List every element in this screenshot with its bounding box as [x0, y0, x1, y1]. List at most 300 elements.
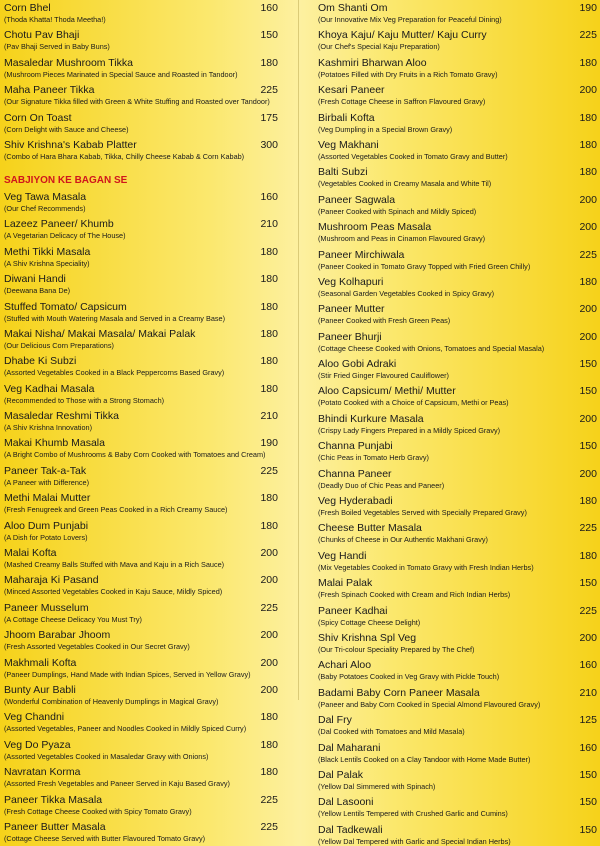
menu-item-name: Mushroom Peas Masala	[318, 221, 432, 234]
menu-item-description: (Chic Peas in Tomato Herb Gravy)	[318, 453, 429, 463]
menu-item-row	[4, 574, 278, 587]
menu-item-row	[4, 410, 278, 423]
menu-item-row	[318, 522, 597, 535]
menu-item-description: (Corn Delight with Sauce and Cheese)	[4, 124, 129, 134]
menu-item-price: 190	[260, 437, 278, 450]
menu-item-description: (Combo of Hara Bhara Kabab, Tikka, Chilly Cheese Kabab & Corn Kabab)	[4, 151, 245, 161]
menu-item	[4, 657, 278, 679]
menu-item-row	[4, 520, 278, 533]
menu-item-name: Lazeez Paneer/ Khumb	[4, 218, 114, 231]
menu-item-description: (Deewana Bana De)	[4, 286, 71, 296]
menu-item-description: (Fresh Fenugreek and Green Peas Cooked in a Rich Creamy Sauce)	[4, 505, 228, 515]
menu-item-name: Dal Palak	[318, 768, 363, 781]
menu-item-name: Veg Tawa Masala	[4, 190, 87, 203]
menu-item	[4, 574, 278, 596]
menu-item	[4, 794, 278, 816]
menu-item-description: (Yellow Dal Simmered with Spinach)	[318, 781, 436, 791]
menu-item	[4, 629, 278, 651]
menu-item-price: 150	[579, 796, 597, 809]
menu-item-price: 180	[579, 56, 597, 69]
menu-item	[318, 57, 597, 79]
sabji-list-right	[318, 2, 597, 846]
menu-item-name: Jhoom Barabar Jhoom	[4, 629, 111, 642]
menu-item	[4, 355, 278, 377]
menu-item-price: 200	[260, 547, 278, 560]
menu-item-name: Achari Aloo	[318, 659, 372, 672]
menu-item	[4, 821, 278, 843]
menu-item-price: 180	[260, 711, 278, 724]
menu-item-description: (Cottage Cheese Served with Butter Flavoured Tomato Gravy)	[4, 833, 206, 843]
menu-item	[318, 440, 597, 462]
menu-item-name: Badami Baby Corn Paneer Masala	[318, 686, 480, 699]
menu-item-name: Shiv Krishna Spl Veg	[318, 631, 417, 644]
menu-item-row	[4, 657, 278, 670]
menu-item-name: Paneer Musselum	[4, 601, 89, 614]
menu-item	[318, 194, 597, 216]
menu-item-name: Stuffed Tomato/ Capsicum	[4, 300, 127, 313]
menu-item-description: (Assorted Vegetables Cooked in a Black Peppercorns Based Gravy)	[4, 368, 225, 378]
menu-item-price: 180	[579, 166, 597, 179]
menu-item-name: Channa Paneer	[318, 467, 392, 480]
menu-item	[4, 602, 278, 624]
menu-item-description: (Our Innovative Mix Veg Preparation for Peaceful Dining)	[318, 15, 502, 24]
menu-item	[318, 303, 597, 325]
menu-item-name: Veg Makhani	[318, 138, 379, 151]
menu-item	[4, 410, 278, 432]
menu-item	[4, 246, 278, 268]
menu-item-row	[318, 358, 597, 371]
menu-item	[318, 84, 597, 106]
menu-item-description: (Assorted Vegetables, Paneer and Noodles Cooked in Mildly Spiced Curry)	[4, 724, 247, 734]
menu-item-price: 125	[579, 714, 597, 727]
menu-item-description: (Assorted Fresh Vegetables and Paneer Served in Kaju Based Gravy)	[4, 779, 230, 789]
menu-item-description: (Fresh Spinach Cooked with Cream and Rich Indian Herbs)	[318, 590, 511, 600]
menu-item-price: 180	[260, 492, 278, 505]
menu-item-name: Diwani Handi	[4, 273, 66, 286]
menu-item-price: 150	[579, 358, 597, 371]
menu-item-description: (Fresh Assorted Vegetables Cooked in Our Secret Gravy)	[4, 642, 190, 652]
menu-item-price: 225	[260, 601, 278, 614]
menu-item-price: 200	[579, 193, 597, 206]
menu-item-row	[318, 249, 597, 262]
menu-item-row	[4, 246, 278, 259]
menu-item-row	[4, 218, 278, 231]
menu-item-price: 210	[579, 686, 597, 699]
menu-item-row	[4, 328, 278, 341]
menu-item	[4, 437, 278, 459]
menu-item-price: 200	[260, 629, 278, 642]
menu-item-price: 180	[260, 766, 278, 779]
menu-item-row	[318, 714, 597, 727]
menu-item-description: (Our Signature Tikka filled with Green & White Stuffing and Roasted over Tandoor)	[4, 97, 270, 107]
menu-item-name: Bhindi Kurkure Masala	[318, 412, 424, 425]
menu-item-row	[318, 796, 597, 809]
menu-item	[318, 605, 597, 627]
menu-item-description: (Deadly Duo of Chic Peas and Paneer)	[318, 480, 445, 490]
menu-item-row	[4, 711, 278, 724]
menu-item-description: (Black Lentils Cooked on a Clay Tandoor with Home Made Butter)	[318, 754, 531, 764]
menu-item-price: 150	[579, 823, 597, 836]
menu-item-name: Masaledar Mushroom Tikka	[4, 56, 133, 69]
menu-item-name: Malai Kofta	[4, 547, 57, 560]
menu-item-description: (A Bright Combo of Mushrooms & Baby Corn Cooked with Tomatoes and Cream)	[4, 450, 266, 460]
menu-item-description: (Vegetables Cooked in Creamy Masala and White Til)	[318, 179, 492, 189]
menu-item-name: Balti Subzi	[318, 166, 368, 179]
menu-item-name: Veg Handi	[318, 549, 367, 562]
menu-item-name: Navratan Korma	[4, 766, 81, 779]
menu-item	[318, 577, 597, 599]
menu-item	[318, 2, 597, 24]
menu-item-price: 180	[260, 56, 278, 69]
sabji-list-left	[4, 191, 278, 843]
menu-item-price: 300	[260, 138, 278, 151]
menu-item	[4, 328, 278, 350]
menu-item-price: 180	[579, 549, 597, 562]
menu-item-name: Dhabe Ki Subzi	[4, 355, 77, 368]
menu-item-name: Makai Khumb Masala	[4, 437, 105, 450]
menu-item-description: (Pav Bhaji Served in Baby Buns)	[4, 42, 110, 52]
menu-item-price: 225	[260, 820, 278, 833]
menu-item-name: Corn On Toast	[4, 111, 72, 124]
menu-item-row	[4, 112, 278, 125]
menu-item	[4, 29, 278, 51]
menu-item-description: (Crispy Lady Fingers Prepared in a Mildly Spiced Gravy)	[318, 425, 501, 435]
menu-item	[318, 385, 597, 407]
menu-item-row	[318, 221, 597, 234]
menu-item	[4, 301, 278, 323]
menu-column-right	[318, 0, 597, 846]
menu-item-name: Cheese Butter Masala	[318, 522, 422, 535]
menu-item-description: (Mushroom and Peas in Cinamon Flavoured Gravy)	[318, 234, 486, 244]
menu-item-row	[4, 2, 278, 15]
menu-item-name: Veg Do Pyaza	[4, 738, 71, 751]
menu-item-description: (Cottage Cheese Cooked with Onions, Tomatoes and Special Masala)	[318, 343, 545, 353]
menu-item-description: (Chunks of Cheese in Our Authentic Makhani Gravy)	[318, 535, 488, 545]
menu-item	[318, 687, 597, 709]
menu-item-price: 200	[579, 412, 597, 425]
menu-item-price: 180	[579, 495, 597, 508]
menu-item-price: 200	[579, 631, 597, 644]
menu-item-row	[318, 84, 597, 97]
menu-item-price: 200	[579, 221, 597, 234]
menu-item-row	[4, 273, 278, 286]
menu-item-description: (Paneer Cooked in Tomato Gravy Topped with Fried Green Chilly)	[318, 261, 531, 271]
menu-item-name: Masaledar Reshmi Tikka	[4, 410, 119, 423]
menu-item	[4, 2, 278, 24]
menu-item	[318, 249, 597, 271]
menu-item-description: (Spicy Cottage Cheese Delight)	[318, 617, 421, 627]
menu-item-description: (Assorted Vegetables Cooked in Tomato Gravy and Butter)	[318, 151, 508, 161]
menu-item	[318, 550, 597, 572]
menu-item-description: (Mix Vegetables Cooked in Tomato Gravy with Fresh Indian Herbs)	[318, 562, 534, 572]
menu-item	[4, 218, 278, 240]
menu-item-name: Paneer Butter Masala	[4, 820, 106, 833]
menu-item-price: 150	[579, 385, 597, 398]
menu-item	[4, 465, 278, 487]
menu-item	[318, 221, 597, 243]
menu-item-row	[4, 602, 278, 615]
menu-item	[318, 796, 597, 818]
menu-item-price: 225	[579, 522, 597, 535]
menu-item-price: 200	[579, 330, 597, 343]
menu-item-row	[318, 742, 597, 755]
menu-item	[318, 331, 597, 353]
menu-item-price: 225	[579, 604, 597, 617]
menu-item-row	[318, 331, 597, 344]
menu-item-description: (Yellow Dal Tempered with Garlic and Special Indian Herbs)	[318, 836, 511, 846]
menu-item-row	[318, 29, 597, 42]
menu-item	[4, 739, 278, 761]
menu-item-description: (Wonderful Combination of Heavenly Dumplings in Magical Gravy)	[4, 696, 219, 706]
menu-item-description: (Stir Fried Ginger Flavoured Cauliflower)	[318, 371, 449, 381]
menu-item-name: Veg Hyderabadi	[318, 495, 393, 508]
menu-item-name: Paneer Mutter	[318, 303, 385, 316]
menu-item-description: (Paneer Cooked with Fresh Green Peas)	[318, 316, 451, 326]
menu-item-description: (Fresh Boiled Vegetables Served with Specially Prepared Gravy)	[318, 508, 527, 518]
menu-item-row	[4, 794, 278, 807]
menu-item-row	[4, 629, 278, 642]
menu-item-description: (Thoda Khatta! Thoda Meetha!)	[4, 15, 106, 24]
menu-column-left	[4, 0, 278, 843]
menu-item-row	[318, 824, 597, 837]
menu-item-name: Paneer Sagwala	[318, 193, 396, 206]
menu-item-price: 160	[260, 190, 278, 203]
menu-item-name: Paneer Mirchiwala	[318, 248, 405, 261]
menu-item-description: (A Paneer with Difference)	[4, 477, 90, 487]
menu-item	[4, 711, 278, 733]
menu-item-row	[4, 191, 278, 204]
menu-item-price: 200	[579, 303, 597, 316]
menu-item-price: 180	[260, 300, 278, 313]
menu-item-name: Dal Tadkewali	[318, 823, 383, 836]
menu-item-description: (Seasonal Garden Vegetables Cooked in Spicy Gravy)	[318, 288, 495, 298]
menu-item-name: Khoya Kaju/ Kaju Mutter/ Kaju Curry	[318, 29, 487, 42]
menu-item	[318, 714, 597, 736]
menu-item-row	[4, 437, 278, 450]
menu-item-price: 225	[579, 248, 597, 261]
menu-item-row	[318, 769, 597, 782]
menu-item-price: 180	[260, 519, 278, 532]
menu-item-name: Dal Maharani	[318, 741, 381, 754]
menu-item	[318, 166, 597, 188]
menu-item-row	[318, 57, 597, 70]
menu-item-row	[318, 550, 597, 563]
menu-item-row	[318, 112, 597, 125]
menu-item-description: (A Shiv Krishna Innovation)	[4, 423, 93, 433]
menu-item-row	[318, 577, 597, 590]
menu-item-name: Chotu Pav Bhaji	[4, 29, 80, 42]
menu-item-name: Channa Punjabi	[318, 440, 393, 453]
menu-item-description: (Paneer Dumplings, Hand Made with Indian Spices, Served in Yellow Gravy)	[4, 669, 251, 679]
menu-item-price: 180	[579, 275, 597, 288]
menu-item	[318, 659, 597, 681]
menu-item	[318, 632, 597, 654]
menu-item-name: Paneer Bhurji	[318, 330, 382, 343]
menu-item-row	[4, 547, 278, 560]
menu-item-name: Veg Chandni	[4, 711, 65, 724]
section-title: SABJIYON KE BAGAN SE	[4, 174, 128, 186]
menu-item-name: Paneer Tikka Masala	[4, 793, 103, 806]
menu-item-description: (Our Delicious Corn Preparations)	[4, 340, 114, 350]
menu-item-name: Maharaja Ki Pasand	[4, 574, 99, 587]
menu-item-description: (A Vegetarian Delicacy of The House)	[4, 231, 126, 241]
menu-item-name: Corn Bhel	[4, 2, 51, 14]
menu-item-row	[4, 84, 278, 97]
menu-item-price: 180	[260, 738, 278, 751]
menu-item-name: Maha Paneer Tikka	[4, 84, 95, 97]
menu-item-description: (Our Chef's Special Kaju Preparation)	[318, 42, 440, 52]
menu-item-name: Paneer Tak-a-Tak	[4, 464, 87, 477]
menu-item-row	[318, 495, 597, 508]
menu-item-price: 180	[260, 327, 278, 340]
menu-item-description: (Paneer and Baby Corn Cooked in Special Almond Flavoured Gravy)	[318, 699, 541, 709]
menu-item-price: 225	[260, 793, 278, 806]
menu-item	[4, 492, 278, 514]
menu-item-row	[318, 413, 597, 426]
menu-item-price: 180	[260, 382, 278, 395]
menu-item	[4, 273, 278, 295]
menu-item-name: Malai Palak	[318, 577, 373, 590]
menu-item-description: (Veg Dumpling in a Special Brown Gravy)	[318, 124, 453, 134]
menu-item	[318, 522, 597, 544]
menu-item-description: (Stuffed with Mouth Watering Masala and Served in a Creamy Base)	[4, 313, 226, 323]
menu-item-price: 160	[260, 2, 278, 14]
menu-item	[318, 742, 597, 764]
menu-item	[4, 684, 278, 706]
menu-item-row	[318, 139, 597, 152]
menu-item-price: 200	[260, 656, 278, 669]
menu-item-price: 210	[260, 410, 278, 423]
menu-item-price: 160	[579, 741, 597, 754]
starter-list	[4, 2, 278, 161]
menu-item-description: (Assorted Vegetables Cooked in Masaledar Gravy with Onions)	[4, 751, 209, 761]
menu-item	[4, 766, 278, 788]
menu-item-row	[318, 303, 597, 316]
menu-item-price: 180	[260, 273, 278, 286]
menu-item-name: Aloo Gobi Adraki	[318, 358, 397, 371]
menu-item-name: Kesari Paneer	[318, 84, 385, 97]
menu-item-price: 180	[260, 355, 278, 368]
menu-item-name: Dal Fry	[318, 714, 352, 727]
menu-item-name: Methi Malai Mutter	[4, 492, 91, 505]
menu-item-row	[4, 301, 278, 314]
menu-item-row	[318, 385, 597, 398]
menu-item	[4, 57, 278, 79]
menu-item-price: 180	[579, 111, 597, 124]
menu-item-name: Kashmiri Bharwan Aloo	[318, 56, 427, 69]
menu-item	[4, 191, 278, 213]
menu-item-price: 180	[579, 138, 597, 151]
menu-item-row	[4, 766, 278, 779]
menu-item-description: (A Cottage Cheese Delicacy You Must Try)	[4, 614, 142, 624]
menu-item	[318, 769, 597, 791]
menu-item	[318, 495, 597, 517]
menu-item	[318, 413, 597, 435]
menu-item-price: 150	[579, 768, 597, 781]
menu-item-description: (Mushroom Pieces Marinated in Special Sauce and Roasted in Tandoor)	[4, 69, 238, 79]
menu-item-description: (Fresh Cottage Cheese in Saffron Flavoured Gravy)	[318, 97, 486, 107]
menu-item-description: (Our Tri-colour Speciality Prepared by The Chef)	[318, 644, 475, 654]
column-divider	[298, 0, 299, 700]
menu-item-name: Veg Kadhai Masala	[4, 382, 95, 395]
menu-item-name: Veg Kolhapuri	[318, 275, 384, 288]
menu-item	[4, 520, 278, 542]
menu-item-description: (Paneer Cooked with Spinach and Mildly Spiced)	[318, 206, 477, 216]
menu-item	[318, 276, 597, 298]
menu-item-row	[318, 276, 597, 289]
menu-item	[318, 29, 597, 51]
menu-item	[318, 112, 597, 134]
menu-item-description: (Potatoes Filled with Dry Fruits in a Rich Tomato Gravy)	[318, 69, 498, 79]
menu-item-name: Bunty Aur Babli	[4, 683, 76, 696]
menu-item-price: 200	[260, 683, 278, 696]
menu-item-row	[4, 465, 278, 478]
menu-item	[318, 358, 597, 380]
menu-item-price: 210	[260, 218, 278, 231]
menu-item	[4, 112, 278, 134]
menu-item-price: 150	[260, 29, 278, 42]
menu-item-name: Aloo Capsicum/ Methi/ Mutter	[318, 385, 456, 398]
menu-item-row	[318, 468, 597, 481]
menu-item-price: 225	[260, 464, 278, 477]
menu-item-name: Birbali Kofta	[318, 111, 375, 124]
menu-item-price: 200	[579, 84, 597, 97]
menu-item-description: (Dal Cooked with Tomatoes and Mild Masala)	[318, 727, 465, 737]
menu-item	[4, 547, 278, 569]
menu-item-description: (Recommended to Those with a Strong Stomach)	[4, 395, 165, 405]
menu-item-description: (Our Chef Recommends)	[4, 203, 86, 213]
menu-item-row	[4, 492, 278, 505]
menu-item-name: Methi Tikki Masala	[4, 245, 91, 258]
menu-item-row	[318, 605, 597, 618]
menu-item-row	[318, 632, 597, 645]
menu-item-price: 175	[260, 111, 278, 124]
menu-item	[4, 383, 278, 405]
menu-item	[318, 139, 597, 161]
menu-item-description: (Potato Cooked with a Choice of Capsicum, Methi or Peas)	[318, 398, 509, 408]
menu-item-price: 200	[260, 574, 278, 587]
menu-item	[318, 824, 597, 846]
menu-item-row	[318, 194, 597, 207]
menu-item-price: 150	[579, 440, 597, 453]
menu-item-row	[318, 166, 597, 179]
menu-item-row	[4, 139, 278, 152]
menu-item-price: 180	[260, 245, 278, 258]
menu-item-description: (Yellow Lentils Tempered with Crushed Garlic and Cumins)	[318, 809, 508, 819]
menu-item-description: (Minced Assorted Vegetables Cooked in Kaju Sauce, Mildly Spiced)	[4, 587, 223, 597]
menu-item-description: (Baby Potatoes Cooked in Veg Gravy with Pickle Touch)	[318, 672, 500, 682]
menu-item	[4, 139, 278, 161]
menu-item-row	[4, 57, 278, 70]
menu-item-description: (A Shiv Krishna Speciality)	[4, 258, 90, 268]
menu-item	[318, 468, 597, 490]
menu-item-price: 200	[579, 467, 597, 480]
menu-item-row	[4, 739, 278, 752]
menu-item-name: Makhmali Kofta	[4, 656, 77, 669]
menu-item-price: 225	[579, 29, 597, 42]
menu-item-description: (A Dish for Potato Lovers)	[4, 532, 88, 542]
menu-item-name: Om Shanti Om	[318, 2, 388, 14]
menu-item-name: Dal Lasooni	[318, 796, 374, 809]
menu-item-price: 150	[579, 577, 597, 590]
menu-item-row	[4, 29, 278, 42]
menu-item-price: 190	[579, 2, 597, 14]
menu-item-row	[4, 355, 278, 368]
menu-item-row	[4, 821, 278, 834]
menu-item-row	[318, 2, 597, 15]
menu-item-row	[318, 687, 597, 700]
menu-item-name: Makai Nisha/ Makai Masala/ Makai Palak	[4, 327, 196, 340]
